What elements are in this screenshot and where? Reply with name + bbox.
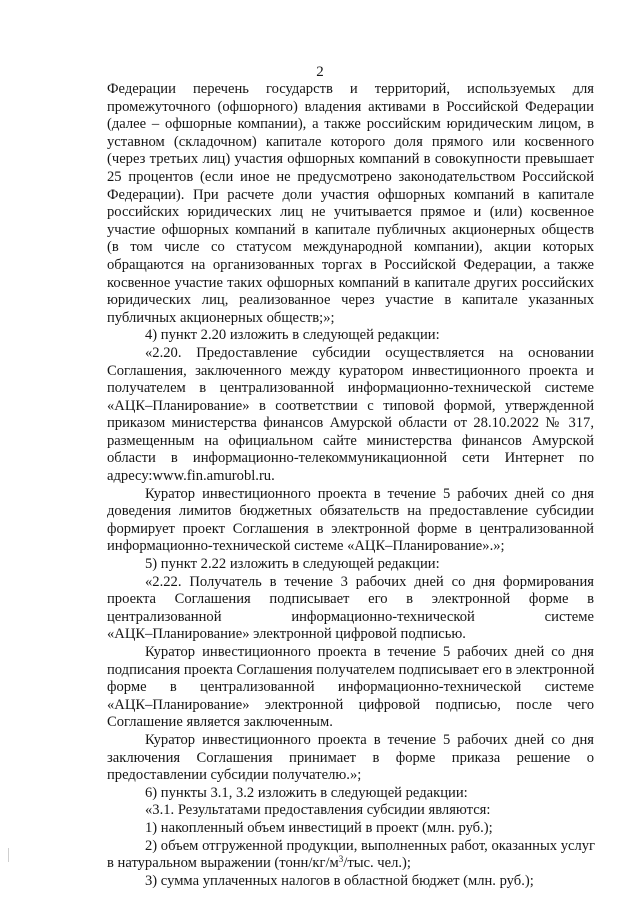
text-line	[107, 873, 594, 891]
text-line	[107, 81, 594, 99]
line-text: предоставлении субсидии получателю.»;	[107, 767, 362, 784]
line-text: информационно-технической системе «АЦК–Планирование».»;	[107, 538, 505, 555]
line-text: (в том числе со статусом международной компании), акции которых	[107, 239, 594, 256]
text-line	[107, 363, 594, 381]
text-line	[107, 239, 594, 257]
text-line	[107, 380, 594, 398]
line-text: размещенным на официальном сайте министерства финансов Амурской	[107, 432, 594, 449]
line-text: 6) пункты 3.1, 3.2 изложить в следующей редакции:	[145, 784, 468, 801]
line-text: уставном (складочном) капитале которого доля прямого или косвенного	[107, 133, 594, 150]
text-line	[107, 802, 594, 820]
text-line	[107, 398, 594, 416]
line-text: подписания проекта Соглашения получателем подписывает его в электронной	[107, 661, 595, 678]
text-line	[107, 222, 594, 240]
text-line	[107, 820, 594, 838]
text-line	[107, 187, 594, 205]
text-line	[107, 538, 594, 556]
line-text: «АЦК–Планирование» электронной цифровой подписью.	[107, 626, 466, 643]
line-text: Куратор инвестиционного проекта в течение 5 рабочих дней со дня	[145, 731, 594, 748]
text-line	[107, 855, 594, 873]
text-line	[107, 327, 594, 345]
line-text: «3.1. Результатами предоставления субсидии являются:	[145, 802, 491, 819]
line-text: 1) накопленный объем инвестиций в проект (млн. руб.);	[145, 819, 493, 836]
document-body	[107, 81, 594, 890]
line-text: косвенное участие таких офшорных компаний в капитале других российских	[107, 274, 594, 291]
text-line	[107, 134, 594, 152]
line-text: формирует проект Соглашения в электронной форме в централизованной	[107, 520, 594, 537]
line-text: Соглашение является заключенным.	[107, 714, 333, 731]
text-line	[107, 151, 594, 169]
page-number: 2	[316, 64, 324, 80]
line-text: области в информационно-телекоммуникационной сети Интернет по	[107, 450, 594, 467]
text-line	[107, 433, 594, 451]
text-line	[107, 662, 594, 680]
line-text: обращаются на организованных торгах в Российской Федерации, а также	[107, 256, 594, 273]
text-line	[107, 345, 594, 363]
text-line	[107, 275, 594, 293]
line-text: централизованной информационно-технической системе	[107, 608, 594, 625]
text-line	[107, 679, 594, 697]
line-text: Соглашения, заключенного между куратором инвестиционного проекта и	[107, 362, 594, 379]
text-line	[107, 732, 594, 750]
text-line	[107, 257, 594, 275]
line-text: (далее – офшорные компании), а также российским юридическим лицом, в	[107, 116, 594, 133]
line-text: публичных акционерных обществ;»;	[107, 309, 335, 326]
line-text: 4) пункт 2.20 изложить в следующей редакции:	[145, 327, 440, 344]
scan-margin-mark	[8, 848, 9, 862]
text-line	[107, 556, 594, 574]
line-text: Федерации). При расчете доли участия офшорных компаний в капитале	[107, 186, 594, 203]
text-line	[107, 697, 594, 715]
line-text-tail: /тыс. чел.);	[343, 855, 411, 872]
line-text: форме в централизованной информационно-технической системе	[107, 679, 594, 696]
line-text: Куратор инвестиционного проекта в течение 5 рабочих дней со дня	[145, 485, 594, 502]
line-text: в натуральном выражении (тонн/кг/м	[107, 855, 339, 872]
text-line	[107, 292, 594, 310]
text-line	[107, 838, 594, 856]
line-text: 5) пункт 2.22 изложить в следующей редакции:	[145, 556, 440, 573]
line-text: Куратор инвестиционного проекта в течение 5 рабочих дней со дня	[145, 644, 594, 660]
line-text: получателем в централизованной информационно-технической системе	[107, 380, 594, 397]
line-text: промежуточного (офшорного) владения активами в Российской Федерации	[107, 98, 594, 115]
line-text: (через третьих лиц) участия офшорных компаний в совокупности превышает	[107, 151, 594, 168]
text-line	[107, 521, 594, 539]
text-line	[107, 750, 594, 768]
line-text: приказом министерства финансов Амурской области от 28.10.2022 № 317,	[107, 415, 594, 432]
text-line	[107, 116, 594, 134]
text-line	[107, 609, 594, 627]
line-text: 3) сумма уплаченных налогов в областной бюджет (млн. руб.);	[145, 872, 534, 889]
line-text: адресу:www.fin.amurobl.ru.	[107, 468, 275, 485]
line-text: российских юридических лиц не учитывается прямое и (или) косвенное	[107, 204, 594, 221]
text-line	[107, 591, 594, 609]
text-line	[107, 99, 594, 117]
line-text: участие офшорных компаний в капитале публичных акционерных обществ	[107, 221, 594, 238]
text-line	[107, 415, 594, 433]
text-line	[107, 626, 594, 644]
superscript: 3	[338, 854, 344, 865]
line-text: Федерации перечень государств и территорий, используемых для	[107, 81, 594, 97]
text-line	[107, 767, 594, 785]
text-line	[107, 468, 594, 486]
text-line	[107, 310, 594, 328]
text-line	[107, 503, 594, 521]
text-line	[107, 486, 594, 504]
text-line	[107, 450, 594, 468]
line-text: «2.20. Предоставление субсидии осуществляется на основании	[145, 344, 594, 361]
line-text: 2) объем отгруженной продукции, выполненных работ, оказанных услуг	[145, 837, 596, 854]
line-text: проекта Соглашения подписывает его в электронной форме в	[107, 591, 594, 608]
text-line	[107, 204, 594, 222]
line-text: «АЦК–Планирование» в соответствии с типовой формой, утвержденной	[107, 397, 594, 414]
text-line	[107, 574, 594, 592]
line-text: «2.22. Получатель в течение 3 рабочих дней со дня формирования	[145, 573, 594, 590]
text-line	[107, 785, 594, 803]
line-text: «АЦК–Планирование» электронной цифровой подписью, после чего	[107, 696, 594, 713]
line-text: 25 процентов (если иное не предусмотрено законодательством Российской	[107, 168, 594, 185]
line-text: юридических лиц, реализованное через участие в капитале указанных	[107, 292, 594, 309]
text-line	[107, 169, 594, 187]
line-text: заключения Соглашения принимает в форме приказа решение о	[107, 749, 594, 766]
text-line	[107, 644, 594, 662]
text-line	[107, 714, 594, 732]
line-text: доведения лимитов бюджетных обязательств на предоставление субсидии	[107, 503, 594, 520]
